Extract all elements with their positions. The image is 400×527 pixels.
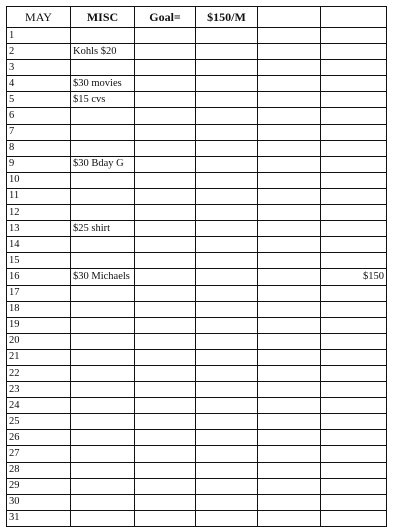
day-number-cell[interactable]: 24 [7, 398, 71, 414]
empty-cell[interactable] [135, 253, 196, 269]
table-row [7, 188, 387, 204]
total-cell[interactable] [321, 124, 387, 140]
empty-cell[interactable] [196, 285, 258, 301]
total-cell[interactable] [321, 108, 387, 124]
empty-cell[interactable] [135, 28, 196, 44]
empty-cell[interactable] [196, 301, 258, 317]
total-cell[interactable] [321, 188, 387, 204]
budget-sheet [6, 6, 387, 527]
empty-cell[interactable] [258, 76, 321, 92]
empty-cell[interactable] [258, 156, 321, 172]
day-number-cell[interactable]: 28 [7, 462, 71, 478]
empty-cell[interactable] [196, 398, 258, 414]
empty-cell[interactable] [258, 140, 321, 156]
day-number-cell[interactable]: 22 [7, 365, 71, 381]
empty-cell[interactable] [135, 462, 196, 478]
empty-cell[interactable] [258, 382, 321, 398]
total-cell[interactable] [321, 317, 387, 333]
misc-item-cell[interactable] [71, 414, 135, 430]
total-cell[interactable] [321, 28, 387, 44]
misc-item-cell[interactable] [71, 510, 135, 526]
empty-cell[interactable] [135, 349, 196, 365]
empty-cell[interactable] [258, 253, 321, 269]
table-row [7, 124, 387, 140]
empty-cell[interactable] [196, 124, 258, 140]
empty-cell[interactable] [135, 382, 196, 398]
table-row [7, 349, 387, 365]
misc-item-cell[interactable] [71, 398, 135, 414]
empty-cell[interactable] [258, 124, 321, 140]
misc-item-cell[interactable] [71, 365, 135, 381]
empty-cell[interactable] [196, 108, 258, 124]
empty-cell[interactable] [258, 221, 321, 237]
table-row [7, 172, 387, 188]
empty-cell[interactable] [135, 92, 196, 108]
total-cell[interactable] [321, 172, 387, 188]
total-cell[interactable] [321, 92, 387, 108]
table-row [7, 253, 387, 269]
day-number-cell[interactable]: 4 [7, 76, 71, 92]
empty-cell[interactable] [196, 140, 258, 156]
total-cell[interactable] [321, 414, 387, 430]
day-number-cell[interactable]: 23 [7, 382, 71, 398]
empty-cell[interactable] [135, 60, 196, 76]
table-row [7, 478, 387, 494]
total-cell[interactable] [321, 60, 387, 76]
day-number-cell[interactable]: 7 [7, 124, 71, 140]
day-number-cell[interactable]: 29 [7, 478, 71, 494]
empty-cell[interactable] [135, 365, 196, 381]
empty-cell[interactable] [258, 237, 321, 253]
empty-cell[interactable] [258, 317, 321, 333]
goal-value[interactable]: $150/M [196, 7, 258, 28]
empty-cell[interactable] [135, 430, 196, 446]
table-row [7, 365, 387, 381]
empty-cell[interactable] [196, 317, 258, 333]
misc-item-cell[interactable]: $30 movies [71, 76, 135, 92]
misc-item-cell[interactable] [71, 108, 135, 124]
total-cell[interactable] [321, 44, 387, 60]
header-row [7, 7, 387, 28]
day-number-cell[interactable]: 17 [7, 285, 71, 301]
day-number-cell[interactable]: 11 [7, 188, 71, 204]
empty-cell[interactable] [135, 172, 196, 188]
misc-item-cell[interactable]: $30 Bday G [71, 156, 135, 172]
day-number-cell[interactable]: 25 [7, 414, 71, 430]
empty-cell[interactable] [258, 44, 321, 60]
table-row [7, 108, 387, 124]
table-row [7, 430, 387, 446]
empty-cell[interactable] [196, 414, 258, 430]
empty-cell[interactable] [196, 237, 258, 253]
empty-cell[interactable] [196, 269, 258, 285]
total-cell[interactable] [321, 494, 387, 510]
day-number-cell[interactable]: 6 [7, 108, 71, 124]
misc-item-cell[interactable] [71, 140, 135, 156]
empty-cell[interactable] [196, 382, 258, 398]
empty-cell[interactable] [196, 205, 258, 221]
day-number-cell[interactable]: 31 [7, 510, 71, 526]
table-row [7, 140, 387, 156]
empty-cell[interactable] [196, 510, 258, 526]
empty-cell[interactable] [135, 478, 196, 494]
misc-item-cell[interactable] [71, 188, 135, 204]
empty-cell[interactable] [135, 237, 196, 253]
empty-cell[interactable] [196, 60, 258, 76]
empty-cell[interactable] [135, 221, 196, 237]
day-number-cell[interactable]: 9 [7, 156, 71, 172]
misc-item-cell[interactable]: $15 cvs [71, 92, 135, 108]
table-row [7, 76, 387, 92]
misc-item-cell[interactable]: $30 Michaels [71, 269, 135, 285]
total-cell[interactable] [321, 398, 387, 414]
empty-cell[interactable] [196, 365, 258, 381]
empty-cell[interactable] [258, 285, 321, 301]
day-number-cell[interactable]: 26 [7, 430, 71, 446]
table-row [7, 205, 387, 221]
total-cell[interactable] [321, 301, 387, 317]
empty-cell[interactable] [258, 205, 321, 221]
total-cell[interactable] [321, 205, 387, 221]
day-number-cell[interactable]: 3 [7, 60, 71, 76]
empty-cell[interactable] [196, 430, 258, 446]
table-row [7, 269, 387, 285]
empty-cell[interactable] [135, 301, 196, 317]
total-cell[interactable] [321, 446, 387, 462]
empty-cell[interactable] [135, 510, 196, 526]
empty-cell[interactable] [135, 188, 196, 204]
empty-cell[interactable] [258, 269, 321, 285]
misc-item-cell[interactable] [71, 301, 135, 317]
empty-cell[interactable] [258, 60, 321, 76]
misc-item-cell[interactable] [71, 462, 135, 478]
total-cell[interactable] [321, 76, 387, 92]
misc-item-cell[interactable] [71, 28, 135, 44]
total-cell[interactable] [321, 478, 387, 494]
total-cell[interactable] [321, 140, 387, 156]
table-row [7, 92, 387, 108]
total-cell[interactable] [321, 349, 387, 365]
empty-cell[interactable] [258, 446, 321, 462]
empty-cell[interactable] [258, 349, 321, 365]
table-row [7, 44, 387, 60]
total-cell[interactable] [321, 285, 387, 301]
table-row [7, 414, 387, 430]
misc-item-cell[interactable] [71, 430, 135, 446]
empty-cell[interactable] [196, 188, 258, 204]
empty-cell[interactable] [258, 478, 321, 494]
empty-cell[interactable] [258, 333, 321, 349]
empty-cell[interactable] [196, 76, 258, 92]
empty-cell[interactable] [135, 269, 196, 285]
table-row [7, 156, 387, 172]
sheet-body [7, 7, 387, 527]
day-number-cell[interactable]: 13 [7, 221, 71, 237]
table-row [7, 317, 387, 333]
table-row [7, 446, 387, 462]
misc-item-cell[interactable] [71, 494, 135, 510]
table-row [7, 60, 387, 76]
misc-item-cell[interactable] [71, 253, 135, 269]
table-row [7, 237, 387, 253]
total-cell[interactable] [321, 430, 387, 446]
empty-cell[interactable] [135, 414, 196, 430]
empty-cell[interactable] [196, 172, 258, 188]
empty-cell[interactable] [258, 365, 321, 381]
misc-item-cell[interactable] [71, 124, 135, 140]
empty-cell[interactable] [135, 398, 196, 414]
total-cell[interactable] [321, 237, 387, 253]
empty-cell[interactable] [135, 285, 196, 301]
total-cell[interactable] [321, 156, 387, 172]
empty-cell[interactable] [258, 494, 321, 510]
empty-cell[interactable] [196, 253, 258, 269]
day-number-cell[interactable]: 5 [7, 92, 71, 108]
header-cell-5[interactable] [258, 7, 321, 28]
empty-cell[interactable] [196, 92, 258, 108]
category-header[interactable]: MISC [71, 7, 135, 28]
table-row [7, 398, 387, 414]
empty-cell[interactable] [258, 28, 321, 44]
day-number-cell[interactable]: 18 [7, 301, 71, 317]
empty-cell[interactable] [258, 414, 321, 430]
misc-item-cell[interactable] [71, 172, 135, 188]
day-number-cell[interactable]: 2 [7, 44, 71, 60]
empty-cell[interactable] [258, 398, 321, 414]
table-row [7, 494, 387, 510]
empty-cell[interactable] [196, 478, 258, 494]
misc-item-cell[interactable] [71, 478, 135, 494]
empty-cell[interactable] [135, 108, 196, 124]
table-row [7, 285, 387, 301]
total-cell[interactable]: $150 [321, 269, 387, 285]
empty-cell[interactable] [258, 92, 321, 108]
misc-item-cell[interactable] [71, 317, 135, 333]
total-cell[interactable] [321, 510, 387, 526]
goal-label[interactable]: Goal= [135, 7, 196, 28]
empty-cell[interactable] [135, 494, 196, 510]
day-number-cell[interactable]: 16 [7, 269, 71, 285]
table-row [7, 510, 387, 526]
empty-cell[interactable] [196, 349, 258, 365]
table-row [7, 301, 387, 317]
day-number-cell[interactable]: 30 [7, 494, 71, 510]
empty-cell[interactable] [135, 317, 196, 333]
empty-cell[interactable] [258, 510, 321, 526]
day-number-cell[interactable]: 8 [7, 140, 71, 156]
day-number-cell[interactable]: 1 [7, 28, 71, 44]
table-row [7, 28, 387, 44]
empty-cell[interactable] [196, 494, 258, 510]
day-number-cell[interactable]: 15 [7, 253, 71, 269]
day-number-cell[interactable]: 21 [7, 349, 71, 365]
day-number-cell[interactable]: 12 [7, 205, 71, 221]
total-cell[interactable] [321, 365, 387, 381]
misc-item-cell[interactable] [71, 333, 135, 349]
misc-item-cell[interactable] [71, 382, 135, 398]
day-number-cell[interactable]: 10 [7, 172, 71, 188]
misc-item-cell[interactable] [71, 60, 135, 76]
misc-item-cell[interactable] [71, 205, 135, 221]
empty-cell[interactable] [196, 333, 258, 349]
total-cell[interactable] [321, 253, 387, 269]
empty-cell[interactable] [196, 462, 258, 478]
empty-cell[interactable] [196, 156, 258, 172]
empty-cell[interactable] [258, 108, 321, 124]
empty-cell[interactable] [196, 446, 258, 462]
total-cell[interactable] [321, 462, 387, 478]
empty-cell[interactable] [258, 462, 321, 478]
day-number-cell[interactable]: 19 [7, 317, 71, 333]
misc-item-cell[interactable] [71, 237, 135, 253]
misc-item-cell[interactable] [71, 285, 135, 301]
empty-cell[interactable] [258, 430, 321, 446]
empty-cell[interactable] [135, 76, 196, 92]
misc-item-cell[interactable] [71, 446, 135, 462]
empty-cell[interactable] [258, 172, 321, 188]
empty-cell[interactable] [196, 28, 258, 44]
table-row [7, 382, 387, 398]
empty-cell[interactable] [135, 140, 196, 156]
total-cell[interactable] [321, 221, 387, 237]
empty-cell[interactable] [135, 124, 196, 140]
total-cell[interactable] [321, 333, 387, 349]
total-cell[interactable] [321, 382, 387, 398]
empty-cell[interactable] [258, 188, 321, 204]
misc-item-cell[interactable]: $25 shirt [71, 221, 135, 237]
table-row [7, 221, 387, 237]
table-row [7, 462, 387, 478]
header-cell-6[interactable] [321, 7, 387, 28]
empty-cell[interactable] [196, 221, 258, 237]
day-number-cell[interactable]: 27 [7, 446, 71, 462]
table-row [7, 333, 387, 349]
misc-item-cell[interactable]: Kohls $20 [71, 44, 135, 60]
empty-cell[interactable] [196, 44, 258, 60]
day-number-cell[interactable]: 14 [7, 237, 71, 253]
empty-cell[interactable] [135, 205, 196, 221]
day-number-cell[interactable]: 20 [7, 333, 71, 349]
empty-cell[interactable] [135, 44, 196, 60]
misc-item-cell[interactable] [71, 349, 135, 365]
empty-cell[interactable] [135, 333, 196, 349]
empty-cell[interactable] [135, 446, 196, 462]
empty-cell[interactable] [258, 301, 321, 317]
empty-cell[interactable] [135, 156, 196, 172]
month-header[interactable]: MAY [7, 7, 71, 28]
